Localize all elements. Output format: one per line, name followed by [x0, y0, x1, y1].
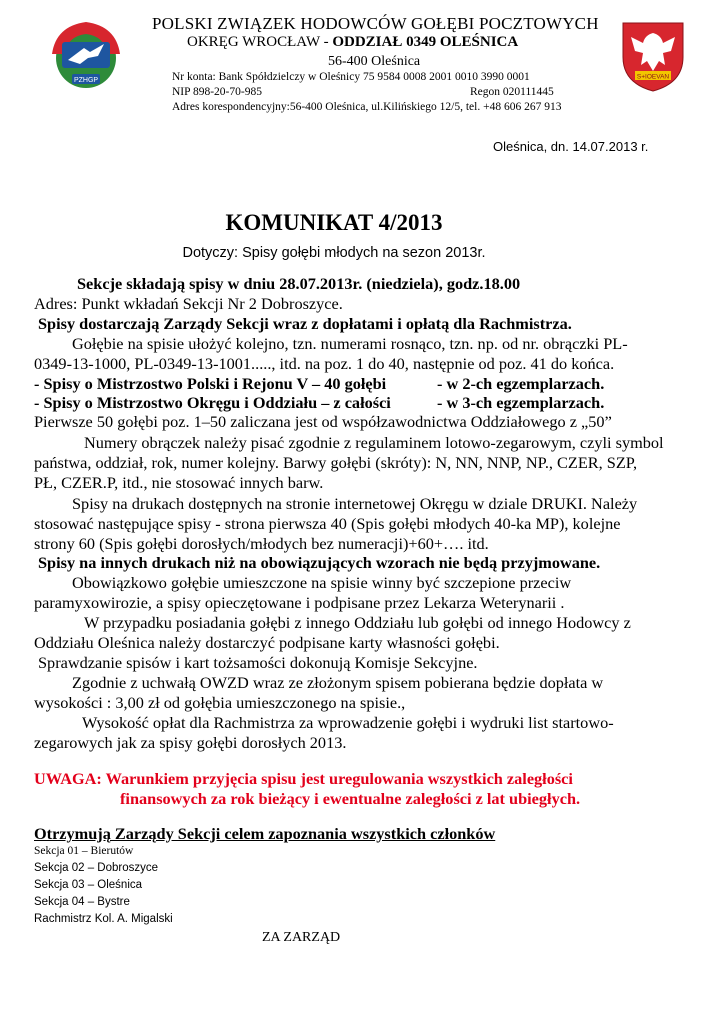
body-line-6a: - Spisy o Mistrzostwo Polski i Rejonu V – 40 gołębi [34, 374, 387, 393]
org-name: POLSKI ZWIĄZEK HODOWCÓW GOŁĘBI POCZTOWYCH [152, 14, 599, 33]
body-line-21: Zgodnie z uchwałą OWZD wraz ze złożonym spisem pobierana będzie dopłata w [72, 673, 604, 692]
body-line-23: Wysokość opłat dla Rachmistrza za wprowadzenie gołębi i wydruki list startowo- [82, 713, 614, 732]
subject-line: Dotyczy: Spisy gołębi młodych na sezon 2013r. [182, 245, 486, 261]
body-line-13: stosować następujące spisy - strona pierwsza 40 (Spis gołębi młodych 40-ka MP), kolejne [34, 514, 621, 533]
org-district-prefix: OKRĘG WROCŁAW - [187, 34, 333, 50]
page-title: KOMUNIKAT 4/2013 [225, 210, 443, 235]
body-line-14: strony 60 (Spis gołębi dorosłych/młodych bez numeracji)+60+…. itd. [34, 534, 489, 553]
body-line-11: PŁ, CZER.P, itd., nie stosować innych barw. [34, 473, 324, 492]
recipient-item: Rachmistrz Kol. A. Migalski [34, 913, 173, 925]
regon: Regon 020111445 [469, 86, 554, 98]
pzhgp-logo [44, 14, 128, 98]
org-branch: ODDZIAŁ 0349 OLEŚNICA [332, 34, 519, 50]
body-line-19: Oddziału Oleśnica należy dostarczyć podpisane karty własności gołębi. [34, 633, 500, 652]
org-city: 56-400 Oleśnica [328, 54, 421, 69]
document-date: Oleśnica, dn. 14.07.2013 r. [493, 139, 649, 154]
body-line-12: Spisy na drukach dostępnych na stronie internetowej Okręgu w dziale DRUKI. Należy [72, 494, 638, 513]
warning-line-2: finansowych za rok bieżący i ewentualne zaległości z lat ubiegłych. [120, 789, 581, 808]
body-line-6b: - w 2-ch egzemplarzach. [437, 374, 605, 393]
body-line-7a: - Spisy o Mistrzostwo Okręgu i Oddziału – z całości [34, 393, 391, 412]
warning-line-1: UWAGA: Warunkiem przyjęcia spisu jest uregulowania wszystkich zaległości [34, 769, 573, 788]
body-line-1: Sekcje składają spisy w dniu 28.07.2013r. (niedziela), godz.18.00 [77, 274, 521, 293]
body-line-24: zegarowych jak za spisy gołębi dorosłych 2013. [34, 733, 347, 752]
svg-text:PZHGP: PZHGP [73, 77, 99, 84]
signature-line: ZA ZARZĄD [262, 930, 341, 945]
recipient-item: Sekcja 01 – Bierutów [34, 845, 134, 857]
body-line-18: W przypadku posiadania gołębi z innego Oddziału lub gołębi od innego Hodowcy z [84, 613, 631, 632]
body-line-16: Obowiązkowo gołębie umieszczone na spisie winny być szczepione przeciw [72, 573, 572, 592]
correspondence-address: Adres korespondencyjny:56-400 Oleśnica, ul.Kilińskiego 12/5, tel. +48 606 267 913 [172, 101, 562, 113]
svg-text:S+IOEVAN: S+IOEVAN [636, 73, 670, 81]
recipients-heading: Otrzymują Zarządy Sekcji celem zapoznania wszystkich członków [34, 824, 496, 843]
body-line-2: Adres: Punkt wkładań Sekcji Nr 2 Dobroszyce. [34, 294, 343, 313]
recipient-item: Sekcja 03 – Oleśnica [34, 879, 143, 891]
body-line-4: Gołębie na spisie ułożyć kolejno, tzn. numerami rosnąco, tzn. np. od nr. obrączki PL- [72, 334, 628, 353]
body-line-15: Spisy na innych drukach niż na obowiązujących wzorach nie będą przyjmowane. [38, 553, 601, 572]
body-line-7b: - w 3-ch egzemplarzach. [437, 393, 605, 412]
nip-regon-line [172, 86, 554, 98]
olesnica-coat-of-arms [621, 21, 685, 93]
nip: NIP 898-20-70-985 [172, 86, 262, 98]
body-line-9: Numery obrączek należy pisać zgodnie z regulaminem lotowo-zegarowym, czyli symbol [84, 433, 664, 452]
bank-account: Nr konta: Bank Spółdzielczy w Oleśnicy 75 9584 0008 2001 0010 3990 0001 [172, 71, 530, 83]
body-line-20: Sprawdzanie spisów i kart tożsamości dokonują Komisje Sekcyjne. [38, 653, 478, 672]
body-line-3: Spisy dostarczają Zarządy Sekcji wraz z dopłatami i opłatą dla Rachmistrza. [38, 314, 572, 333]
body-line-5: 0349-13-1000, PL-0349-13-1001....., itd. na poz. 1 do 40, następnie od poz. 41 do końca. [34, 354, 615, 373]
body-line-17: paramyxowirozie, a spisy opieczętowane i podpisane przez Lekarza Weterynarii . [34, 593, 565, 612]
body-line-8: Pierwsze 50 gołębi poz. 1–50 zaliczana jest od współzawodnictwa Oddziałowego z „50” [34, 412, 612, 431]
body-line-22: wysokości : 3,00 zł od gołębia umieszczonego na spisie., [34, 693, 406, 712]
org-district [187, 34, 518, 51]
body-line-10: państwa, oddział, rok, numer kolejny. Barwy gołębi (skróty): N, NN, NNP, NP., CZER, SZP, [34, 453, 638, 472]
recipient-item: Sekcja 02 – Dobroszyce [34, 862, 159, 874]
recipient-item: Sekcja 04 – Bystre [34, 896, 130, 908]
